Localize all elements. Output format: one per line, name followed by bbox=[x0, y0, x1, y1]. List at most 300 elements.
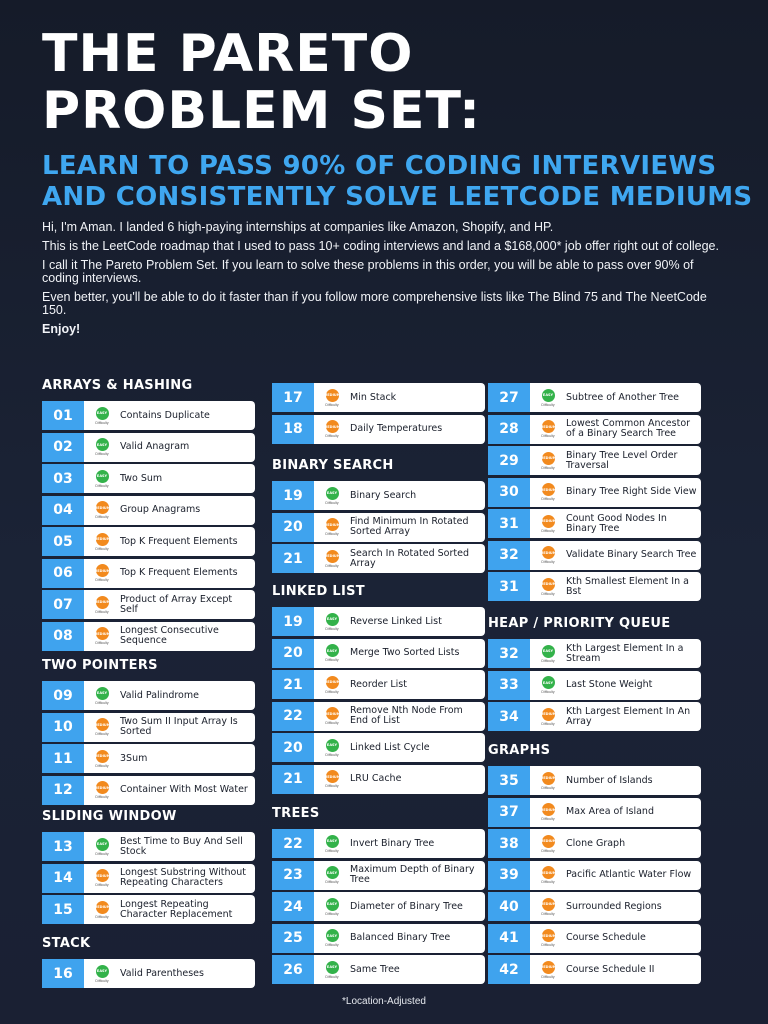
easy-badge-icon: EASY bbox=[542, 645, 555, 658]
problem-number: 10 bbox=[42, 713, 84, 742]
problem-name: Pacific Atlantic Water Flow bbox=[566, 869, 692, 880]
problem-name: Reorder List bbox=[350, 678, 407, 690]
easy-badge-icon: EASY bbox=[326, 739, 339, 752]
difficulty-indicator bbox=[84, 965, 120, 983]
medium-badge-icon: MEDIUM bbox=[96, 718, 109, 731]
difficulty-caption: Difficulty bbox=[325, 752, 339, 757]
problem-name: Validate Binary Search Tree bbox=[566, 549, 697, 560]
problem-name: Contains Duplicate bbox=[120, 409, 210, 421]
problem-name: Diameter of Binary Tree bbox=[350, 900, 463, 912]
difficulty-caption: Difficulty bbox=[541, 817, 555, 821]
medium-badge-icon: MEDIUM bbox=[326, 420, 339, 433]
easy-badge-icon: EASY bbox=[326, 487, 339, 500]
problem-name: Longest Repeating Character Replacement bbox=[120, 898, 233, 920]
problem-name: Two Sum II Input Array Is Sorted bbox=[120, 716, 238, 737]
easy-badge-icon: EASY bbox=[326, 929, 339, 942]
difficulty-indicator bbox=[530, 708, 566, 726]
easy-badge-icon: EASY bbox=[96, 438, 109, 451]
difficulty-caption: Difficulty bbox=[325, 563, 339, 568]
problem-name: Daily Temperatures bbox=[350, 423, 443, 434]
problem-number: 27 bbox=[488, 383, 530, 412]
medium-badge-icon: MEDIUM bbox=[542, 546, 555, 559]
difficulty-indicator bbox=[530, 929, 566, 947]
easy-badge-icon: EASY bbox=[326, 835, 339, 848]
problem-number: 20 bbox=[272, 733, 314, 762]
problem-number: 17 bbox=[272, 383, 314, 412]
subtitle-line-1: LEARN TO PASS 90% OF CODING INTERVIEWS bbox=[42, 151, 717, 181]
problem-card[interactable] bbox=[488, 892, 701, 921]
problem-name: Product of Array Except Self bbox=[120, 593, 233, 615]
difficulty-caption: Difficulty bbox=[541, 658, 555, 663]
problem-card[interactable] bbox=[272, 924, 485, 953]
problem-number: 34 bbox=[488, 702, 530, 731]
difficulty-indicator bbox=[84, 533, 120, 551]
problem-name: Kth Largest Element In An Array bbox=[566, 705, 691, 727]
difficulty-indicator bbox=[530, 546, 566, 564]
problem-name: Number of Islands bbox=[566, 774, 653, 786]
difficulty-caption: Difficulty bbox=[95, 609, 109, 614]
difficulty-caption: Difficulty bbox=[541, 528, 555, 533]
problem-number: 07 bbox=[42, 590, 84, 619]
easy-badge-icon: EASY bbox=[326, 961, 339, 974]
difficulty-indicator bbox=[530, 961, 566, 979]
problem-card[interactable] bbox=[42, 527, 255, 556]
difficulty-caption: Difficulty bbox=[95, 546, 109, 551]
problem-number: 24 bbox=[272, 892, 314, 921]
difficulty-caption: Difficulty bbox=[95, 700, 109, 705]
difficulty-indicator bbox=[530, 515, 566, 533]
problem-name: Course Schedule bbox=[566, 932, 646, 943]
difficulty-caption: Difficulty bbox=[95, 914, 109, 919]
problem-number: 06 bbox=[42, 559, 84, 588]
problem-name: Course Schedule II bbox=[566, 963, 655, 975]
difficulty-indicator bbox=[530, 803, 566, 821]
difficulty-indicator bbox=[530, 452, 566, 470]
medium-badge-icon: MEDIUM bbox=[96, 596, 109, 609]
problem-name: Top K Frequent Elements bbox=[120, 535, 238, 547]
problem-card[interactable] bbox=[488, 955, 701, 984]
easy-badge-icon: EASY bbox=[96, 965, 109, 978]
problem-card[interactable] bbox=[488, 829, 701, 858]
problem-name: Valid Palindrome bbox=[120, 689, 199, 701]
problem-number: 29 bbox=[488, 446, 530, 475]
problem-number: 21 bbox=[272, 670, 314, 699]
problem-number: 35 bbox=[488, 766, 530, 795]
problem-name: Merge Two Sorted Lists bbox=[350, 647, 460, 658]
problem-card[interactable] bbox=[42, 713, 255, 742]
problem-number: 20 bbox=[272, 513, 314, 542]
problem-number: 39 bbox=[488, 861, 530, 890]
problem-card[interactable] bbox=[42, 832, 255, 861]
medium-badge-icon: MEDIUM bbox=[326, 389, 339, 402]
difficulty-caption: Difficulty bbox=[541, 465, 555, 470]
medium-badge-icon: MEDIUM bbox=[542, 803, 555, 816]
problem-number: 30 bbox=[488, 478, 530, 507]
problem-card[interactable] bbox=[42, 496, 255, 525]
difficulty-indicator bbox=[84, 470, 120, 488]
problem-name: Balanced Binary Tree bbox=[350, 932, 451, 943]
difficulty-caption: Difficulty bbox=[541, 497, 555, 501]
difficulty-indicator bbox=[84, 627, 120, 645]
problem-name: Max Area of Island bbox=[566, 806, 654, 817]
problem-name: Binary Search bbox=[350, 489, 417, 501]
problem-name: Surrounded Regions bbox=[566, 900, 662, 912]
problem-card[interactable] bbox=[272, 702, 485, 731]
difficulty-caption: Difficulty bbox=[325, 500, 339, 505]
problem-name: Top K Frequent Elements bbox=[120, 567, 238, 578]
page-subtitle bbox=[42, 151, 752, 213]
difficulty-indicator bbox=[84, 687, 120, 705]
medium-badge-icon: MEDIUM bbox=[326, 770, 339, 783]
medium-badge-icon: MEDIUM bbox=[326, 707, 339, 720]
problem-card[interactable] bbox=[42, 895, 255, 924]
difficulty-indicator bbox=[84, 781, 120, 799]
problem-card[interactable] bbox=[272, 415, 485, 444]
difficulty-indicator bbox=[314, 389, 350, 407]
subtitle-line-2: AND CONSISTENTLY SOLVE LEETCODE MEDIUMS bbox=[42, 182, 753, 212]
problem-number: 19 bbox=[272, 607, 314, 636]
problem-card[interactable] bbox=[488, 541, 701, 570]
medium-badge-icon: MEDIUM bbox=[96, 781, 109, 794]
problem-number: 04 bbox=[42, 496, 84, 525]
difficulty-indicator bbox=[530, 645, 566, 663]
problem-name: Search In Rotated Sorted Array bbox=[350, 547, 470, 569]
difficulty-indicator bbox=[84, 564, 120, 582]
problem-card[interactable] bbox=[272, 861, 485, 890]
difficulty-indicator bbox=[84, 501, 120, 519]
medium-badge-icon: MEDIUM bbox=[542, 898, 555, 911]
problem-name: Min Stack bbox=[350, 391, 397, 403]
difficulty-indicator bbox=[314, 420, 350, 438]
difficulty-indicator bbox=[314, 518, 350, 536]
section-title: LINKED LIST bbox=[272, 584, 365, 599]
problem-name: Valid Parentheses bbox=[120, 967, 204, 979]
problem-card[interactable] bbox=[272, 829, 485, 858]
problem-number: 38 bbox=[488, 829, 530, 858]
difficulty-caption: Difficulty bbox=[541, 434, 555, 438]
difficulty-indicator bbox=[84, 838, 120, 856]
problem-number: 31 bbox=[488, 509, 530, 538]
difficulty-caption: Difficulty bbox=[325, 689, 339, 694]
difficulty-indicator bbox=[530, 835, 566, 853]
medium-badge-icon: MEDIUM bbox=[542, 483, 555, 496]
problem-number: 41 bbox=[488, 924, 530, 953]
medium-badge-icon: MEDIUM bbox=[542, 961, 555, 974]
problem-card[interactable] bbox=[272, 513, 485, 542]
medium-badge-icon: MEDIUM bbox=[326, 676, 339, 689]
difficulty-caption: Difficulty bbox=[541, 911, 555, 916]
problem-number: 40 bbox=[488, 892, 530, 921]
problem-card[interactable] bbox=[272, 670, 485, 699]
problem-card[interactable] bbox=[488, 798, 701, 827]
problem-name: Kth Largest Element In a Stream bbox=[566, 642, 684, 664]
easy-badge-icon: EASY bbox=[542, 389, 555, 402]
problem-card[interactable] bbox=[272, 481, 485, 510]
problem-name: Remove Nth Node From End of List bbox=[350, 705, 463, 726]
problem-card[interactable] bbox=[272, 955, 485, 984]
problem-name: Binary Tree Level Order Traversal bbox=[566, 449, 678, 471]
section-title: ARRAYS & HASHING bbox=[42, 378, 193, 393]
difficulty-indicator bbox=[314, 644, 350, 662]
difficulty-caption: Difficulty bbox=[325, 626, 339, 631]
difficulty-indicator bbox=[314, 676, 350, 694]
easy-badge-icon: EASY bbox=[326, 866, 339, 879]
difficulty-caption: Difficulty bbox=[325, 784, 339, 788]
problem-number: 11 bbox=[42, 744, 84, 773]
section-title: TREES bbox=[272, 806, 320, 821]
problem-card[interactable] bbox=[42, 776, 255, 805]
difficulty-caption: Difficulty bbox=[95, 883, 109, 887]
problem-number: 15 bbox=[42, 895, 84, 924]
intro-paragraph: This is the LeetCode roadmap that I used to pass 10+ coding interviews and land a $168,000* job offer right out of college. bbox=[42, 239, 719, 253]
problem-card[interactable] bbox=[42, 433, 255, 462]
difficulty-indicator bbox=[84, 901, 120, 919]
medium-badge-icon: MEDIUM bbox=[96, 564, 109, 577]
problem-card[interactable] bbox=[42, 744, 255, 773]
intro-signoff: Enjoy! bbox=[42, 322, 81, 336]
problem-number: 18 bbox=[272, 415, 314, 444]
problem-card[interactable] bbox=[42, 622, 255, 651]
difficulty-indicator bbox=[84, 718, 120, 736]
difficulty-indicator bbox=[314, 770, 350, 788]
difficulty-caption: Difficulty bbox=[95, 978, 109, 983]
problem-card[interactable] bbox=[488, 702, 701, 731]
problem-number: 02 bbox=[42, 433, 84, 462]
problem-number: 01 bbox=[42, 401, 84, 430]
problem-card[interactable] bbox=[488, 446, 701, 475]
problem-card[interactable] bbox=[488, 415, 701, 444]
medium-badge-icon: MEDIUM bbox=[96, 627, 109, 640]
difficulty-indicator bbox=[530, 420, 566, 438]
problem-name: Count Good Nodes In Binary Tree bbox=[566, 512, 667, 534]
problem-number: 16 bbox=[42, 959, 84, 988]
problem-number: 03 bbox=[42, 464, 84, 493]
difficulty-caption: Difficulty bbox=[95, 851, 109, 856]
problem-card[interactable] bbox=[272, 892, 485, 921]
problem-name: Group Anagrams bbox=[120, 504, 201, 515]
problem-name: Reverse Linked List bbox=[350, 615, 442, 627]
intro-paragraph: I call it The Pareto Problem Set. If you learn to solve these problems in this order, you will be able to pass over 90% of coding interviews. bbox=[42, 258, 694, 285]
problem-name: Last Stone Weight bbox=[566, 679, 653, 690]
problem-number: 26 bbox=[272, 955, 314, 984]
problem-name: Best Time to Buy And Sell Stock bbox=[120, 835, 243, 857]
section-title: SLIDING WINDOW bbox=[42, 809, 177, 824]
medium-badge-icon: MEDIUM bbox=[542, 929, 555, 942]
problem-card[interactable] bbox=[42, 681, 255, 710]
problem-card[interactable] bbox=[42, 464, 255, 493]
problem-name: Find Minimum In Rotated Sorted Array bbox=[350, 516, 469, 537]
problem-card[interactable] bbox=[488, 766, 701, 795]
problem-name: LRU Cache bbox=[350, 773, 402, 784]
problem-card[interactable] bbox=[488, 924, 701, 953]
problem-number: 09 bbox=[42, 681, 84, 710]
problem-name: Clone Graph bbox=[566, 837, 626, 849]
easy-badge-icon: EASY bbox=[96, 470, 109, 483]
difficulty-indicator bbox=[84, 869, 120, 887]
easy-badge-icon: EASY bbox=[542, 676, 555, 689]
easy-badge-icon: EASY bbox=[96, 407, 109, 420]
medium-badge-icon: MEDIUM bbox=[326, 550, 339, 563]
medium-badge-icon: MEDIUM bbox=[542, 835, 555, 848]
difficulty-caption: Difficulty bbox=[95, 641, 109, 645]
section-title: STACK bbox=[42, 936, 91, 951]
title-line-1: THE PARETO bbox=[42, 24, 414, 84]
difficulty-indicator bbox=[84, 438, 120, 456]
difficulty-indicator bbox=[314, 613, 350, 631]
problem-number: 22 bbox=[272, 702, 314, 731]
difficulty-caption: Difficulty bbox=[95, 420, 109, 425]
difficulty-indicator bbox=[530, 483, 566, 501]
difficulty-indicator bbox=[530, 389, 566, 407]
problem-number: 21 bbox=[272, 765, 314, 794]
difficulty-caption: Difficulty bbox=[325, 434, 339, 438]
problem-name: Two Sum bbox=[120, 472, 163, 484]
difficulty-indicator bbox=[314, 487, 350, 505]
problem-number: 20 bbox=[272, 639, 314, 668]
difficulty-caption: Difficulty bbox=[541, 721, 555, 726]
section-title: TWO POINTERS bbox=[42, 658, 158, 673]
problem-card[interactable] bbox=[272, 383, 485, 412]
problem-number: 42 bbox=[488, 955, 530, 984]
difficulty-indicator bbox=[530, 676, 566, 694]
difficulty-caption: Difficulty bbox=[95, 763, 109, 768]
problem-card[interactable] bbox=[488, 639, 701, 668]
problem-card[interactable] bbox=[488, 572, 701, 601]
section-title: GRAPHS bbox=[488, 743, 551, 758]
problem-number: 32 bbox=[488, 639, 530, 668]
problem-card[interactable] bbox=[42, 864, 255, 893]
medium-badge-icon: MEDIUM bbox=[326, 518, 339, 531]
problem-name: Maximum Depth of Binary Tree bbox=[350, 864, 475, 885]
problem-name: Linked List Cycle bbox=[350, 741, 430, 753]
problem-number: 19 bbox=[272, 481, 314, 510]
medium-badge-icon: MEDIUM bbox=[542, 452, 555, 465]
problem-card[interactable] bbox=[488, 509, 701, 538]
difficulty-caption: Difficulty bbox=[325, 402, 339, 407]
difficulty-caption: Difficulty bbox=[95, 732, 109, 736]
intro-paragraph: Even better, you'll be able to do it faster than if you follow more comprehensive lists like The Blind 75 and The NeetCode 150. bbox=[42, 290, 707, 317]
medium-badge-icon: MEDIUM bbox=[96, 901, 109, 914]
medium-badge-icon: MEDIUM bbox=[542, 708, 555, 721]
problem-card[interactable] bbox=[42, 401, 255, 430]
difficulty-indicator bbox=[530, 866, 566, 884]
problem-number: 21 bbox=[272, 544, 314, 573]
problem-card[interactable] bbox=[488, 383, 701, 412]
problem-card[interactable] bbox=[488, 861, 701, 890]
medium-badge-icon: MEDIUM bbox=[542, 515, 555, 528]
difficulty-indicator bbox=[314, 961, 350, 979]
difficulty-indicator bbox=[84, 750, 120, 768]
difficulty-caption: Difficulty bbox=[541, 943, 555, 947]
difficulty-caption: Difficulty bbox=[541, 402, 555, 407]
difficulty-indicator bbox=[530, 772, 566, 790]
difficulty-caption: Difficulty bbox=[325, 880, 339, 884]
section-title: HEAP / PRIORITY QUEUE bbox=[488, 616, 671, 631]
difficulty-caption: Difficulty bbox=[95, 515, 109, 519]
intro-text bbox=[42, 221, 732, 342]
problem-card[interactable] bbox=[42, 590, 255, 619]
problem-name: Lowest Common Ancestor of a Binary Search Tree bbox=[566, 418, 691, 439]
problem-card[interactable] bbox=[272, 607, 485, 636]
problem-card[interactable] bbox=[488, 478, 701, 507]
medium-badge-icon: MEDIUM bbox=[96, 869, 109, 882]
problem-number: 33 bbox=[488, 671, 530, 700]
problem-card[interactable] bbox=[272, 733, 485, 762]
intro-paragraph: Hi, I'm Aman. I landed 6 high-paying internships at companies like Amazon, Shopify, and HP. bbox=[42, 220, 554, 234]
problem-card[interactable] bbox=[42, 559, 255, 588]
problem-number: 32 bbox=[488, 541, 530, 570]
difficulty-indicator bbox=[314, 866, 350, 884]
difficulty-indicator bbox=[84, 596, 120, 614]
easy-badge-icon: EASY bbox=[326, 613, 339, 626]
difficulty-caption: Difficulty bbox=[541, 974, 555, 979]
problem-number: 31 bbox=[488, 572, 530, 601]
problem-name: Kth Smallest Element In a Bst bbox=[566, 575, 689, 597]
difficulty-indicator bbox=[314, 550, 350, 568]
difficulty-caption: Difficulty bbox=[541, 591, 555, 596]
problem-name: Longest Substring Without Repeating Characters bbox=[120, 867, 247, 888]
medium-badge-icon: MEDIUM bbox=[96, 750, 109, 763]
difficulty-caption: Difficulty bbox=[541, 848, 555, 853]
difficulty-caption: Difficulty bbox=[325, 974, 339, 979]
problem-name: Longest Consecutive Sequence bbox=[120, 625, 219, 646]
difficulty-indicator bbox=[314, 835, 350, 853]
problem-card[interactable] bbox=[272, 765, 485, 794]
problem-name: 3Sum bbox=[120, 752, 148, 764]
problem-card[interactable] bbox=[272, 544, 485, 573]
medium-badge-icon: MEDIUM bbox=[96, 533, 109, 546]
difficulty-caption: Difficulty bbox=[325, 943, 339, 947]
medium-badge-icon: MEDIUM bbox=[96, 501, 109, 514]
problem-card[interactable] bbox=[488, 671, 701, 700]
problem-number: 23 bbox=[272, 861, 314, 890]
difficulty-caption: Difficulty bbox=[541, 690, 555, 694]
problem-name: Same Tree bbox=[350, 963, 400, 975]
problem-number: 12 bbox=[42, 776, 84, 805]
problem-card[interactable] bbox=[42, 959, 255, 988]
difficulty-indicator bbox=[314, 929, 350, 947]
section-title: BINARY SEARCH bbox=[272, 458, 394, 473]
easy-badge-icon: EASY bbox=[326, 898, 339, 911]
problem-card[interactable] bbox=[272, 639, 485, 668]
problem-number: 25 bbox=[272, 924, 314, 953]
difficulty-caption: Difficulty bbox=[95, 483, 109, 488]
difficulty-caption: Difficulty bbox=[325, 721, 339, 725]
page-title bbox=[42, 26, 481, 140]
problem-number: 05 bbox=[42, 527, 84, 556]
medium-badge-icon: MEDIUM bbox=[542, 772, 555, 785]
problem-name: Container With Most Water bbox=[120, 784, 248, 795]
difficulty-caption: Difficulty bbox=[95, 578, 109, 582]
difficulty-indicator bbox=[314, 898, 350, 916]
difficulty-caption: Difficulty bbox=[325, 532, 339, 536]
difficulty-indicator bbox=[314, 707, 350, 725]
problem-number: 08 bbox=[42, 622, 84, 651]
difficulty-caption: Difficulty bbox=[95, 795, 109, 799]
difficulty-caption: Difficulty bbox=[541, 560, 555, 564]
problem-name: Valid Anagram bbox=[120, 441, 190, 452]
difficulty-caption: Difficulty bbox=[95, 452, 109, 456]
difficulty-indicator bbox=[530, 898, 566, 916]
medium-badge-icon: MEDIUM bbox=[542, 578, 555, 591]
difficulty-caption: Difficulty bbox=[325, 848, 339, 853]
problem-number: 13 bbox=[42, 832, 84, 861]
easy-badge-icon: EASY bbox=[96, 838, 109, 851]
problem-number: 14 bbox=[42, 864, 84, 893]
title-line-2: PROBLEM SET: bbox=[42, 81, 481, 141]
problem-name: Subtree of Another Tree bbox=[566, 391, 680, 403]
easy-badge-icon: EASY bbox=[96, 687, 109, 700]
